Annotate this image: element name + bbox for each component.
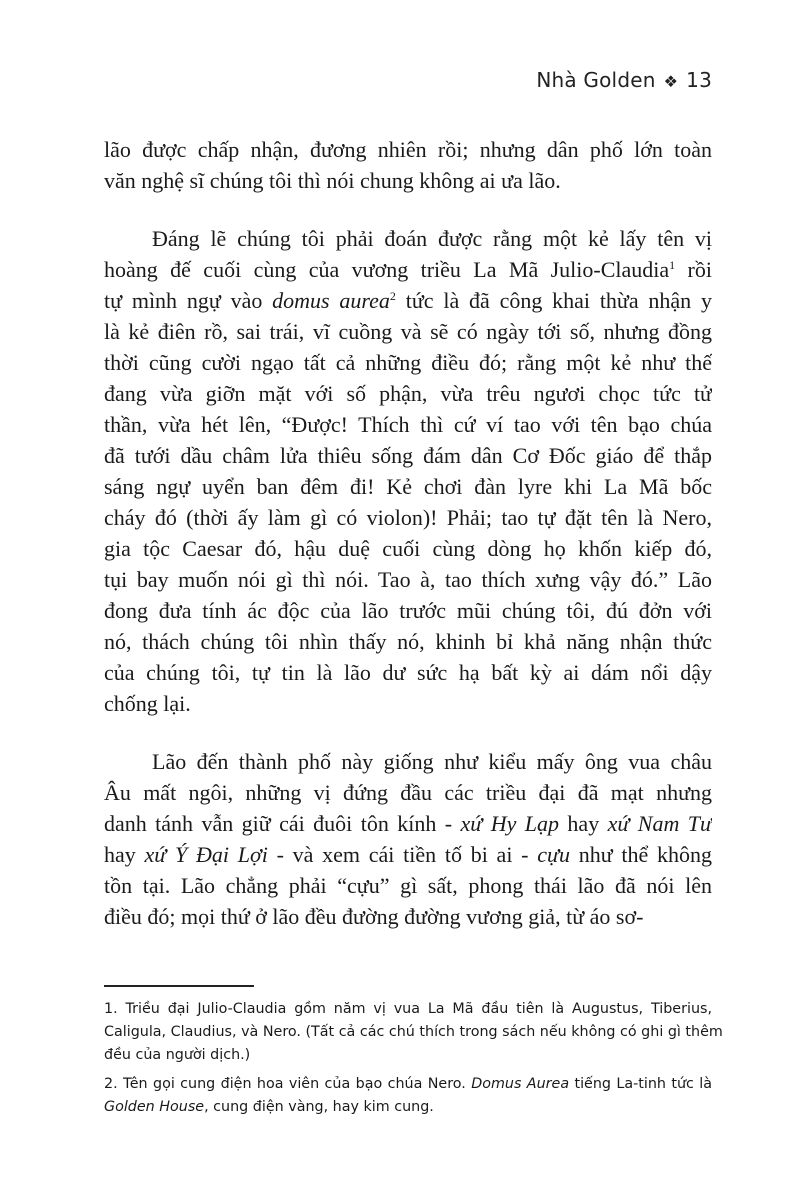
italic-text: xứ Nam Tư [607, 811, 712, 836]
text-run: hoàng đế cuối cùng của vương triều La Mã Julio-Claudia [104, 257, 670, 282]
text-run: Lão đến thành phố này giống như kiểu mấy ông vua châu [152, 749, 712, 774]
text-run: thần, vừa hét lên, “Được! Thích thì cứ ví tao với tên bạo chúa [104, 412, 712, 437]
footnote-line [104, 1096, 712, 1119]
paragraph-line [104, 657, 712, 688]
text-run: thời cũng cười ngạo tất cả những điều đó; rằng một kẻ như thế [104, 350, 712, 375]
text-run: văn nghệ sĩ chúng tôi thì nói chung không ai ưa lão. [104, 168, 561, 193]
text-run: tức là đã công khai thừa nhận y [395, 288, 712, 313]
paragraph-line [104, 347, 712, 378]
text-run: của chúng tôi, tự tin là lão dư sức hạ bất kỳ ai dám nổi dậy [104, 660, 712, 685]
paragraph-line [104, 746, 712, 777]
paragraph-line [104, 626, 712, 657]
text-run: tồn tại. Lão chẳng phải “cựu” gì sất, phong thái lão đã nói lên [104, 873, 712, 898]
text-run: tụi bay muốn nói gì thì nói. Tao à, tao thích xưng vậy đó.” Lão [104, 567, 712, 592]
italic-text: domus aurea [272, 288, 390, 313]
paragraph-line [104, 595, 712, 626]
text-run: đong đưa tính ác độc của lão trước mũi chúng tôi, đú đởn với [104, 598, 712, 623]
paragraph-line [104, 564, 712, 595]
paragraph-line [104, 901, 712, 932]
text-run: Đáng lẽ chúng tôi phải đoán được rằng một kẻ lấy tên vị [152, 226, 712, 251]
text-run: như thể không [570, 842, 712, 867]
text-run: chống lại. [104, 691, 191, 716]
paragraph-line [104, 471, 712, 502]
paragraph-line [104, 285, 712, 316]
paragraph-line [104, 165, 712, 196]
paragraph-line [104, 502, 712, 533]
text-run: cháy đó (thời ấy làm gì có violon)! Phải; tao tự đặt tên là Nero, [104, 505, 712, 530]
text-run: rồi [675, 257, 712, 282]
footnotes [104, 998, 723, 1119]
text-run: tiếng La-tinh tức là [569, 1076, 712, 1092]
paragraph-line [104, 839, 712, 870]
text-run: tự mình ngự vào [104, 288, 273, 313]
text-run: - và xem cái tiền tố bi ai - [267, 842, 538, 867]
text-run: đều của người dịch.) [104, 1047, 251, 1063]
italic-text: cựu [537, 842, 570, 867]
paragraph-line [104, 254, 712, 285]
text-run: nó, thách chúng tôi nhìn thấy nó, khinh bỉ khả năng nhận thức [104, 629, 712, 654]
paragraph-line [104, 808, 712, 839]
paragraph-line [104, 316, 712, 347]
paragraph-line [104, 440, 712, 471]
footnote-ref: 2 [389, 289, 396, 303]
text-run: là kẻ điên rồ, sai trái, vĩ cuồng và sẽ có ngày tới số, nhưng đồng [104, 319, 712, 344]
text-run: , cung điện vàng, hay kim cung. [204, 1099, 434, 1115]
paragraph-line [104, 777, 712, 808]
footnote-line [104, 1021, 723, 1044]
text-run: Caligula, Claudius, và Nero. (Tất cả các chú thích trong sách nếu không có ghi gì thêm [104, 1024, 723, 1040]
running-header [536, 68, 712, 92]
paragraph-line [104, 688, 712, 719]
italic-text: Domus Aurea [471, 1076, 570, 1092]
body-text [104, 134, 712, 932]
text-run: đang vừa giỡn mặt với số phận, vừa trêu ngươi chọc tức tử [104, 381, 712, 406]
paragraph-line [104, 134, 712, 165]
paragraph-line [104, 223, 712, 254]
paragraph-line [104, 378, 712, 409]
text-run: 2. Tên gọi cung điện hoa viên của bạo chúa Nero. [104, 1076, 472, 1092]
text-run: 1. Triều đại Julio-Claudia gồm năm vị vua La Mã đầu tiên là Augustus, Tiberius, [104, 1001, 712, 1017]
paragraph-line [104, 870, 712, 901]
text-run: sáng ngự uyển ban đêm đi! Kẻ chơi đàn lyre khi La Mã bốc [104, 474, 712, 499]
text-run: hay [104, 842, 145, 867]
italic-text: xứ Hy Lạp [460, 811, 560, 836]
page-number: 13 [686, 68, 712, 92]
paragraph-line [104, 533, 712, 564]
chapter-title: Nhà Golden [536, 68, 656, 92]
italic-text: xứ Ý Đại Lợi [144, 842, 268, 867]
italic-text: Golden House [104, 1099, 205, 1115]
text-run: danh tánh vẫn giữ cái đuôi tôn kính - [104, 811, 461, 836]
text-run: điều đó; mọi thứ ở lão đều đường đường vương giả, từ áo sơ- [104, 904, 644, 929]
footnote-line [104, 1073, 712, 1096]
text-run: gia tộc Caesar đó, hậu duệ cuối cùng dòng họ khốn kiếp đó, [104, 536, 712, 561]
ornament-icon: ❖ [663, 72, 679, 91]
paragraph-line [104, 409, 712, 440]
text-run: hay [559, 811, 608, 836]
footnote-ref: 1 [669, 258, 676, 272]
footnote-divider [104, 985, 254, 987]
text-run: lão được chấp nhận, đương nhiên rồi; nhưng dân phố lớn toàn [104, 137, 712, 162]
text-run: Âu mất ngôi, những vị đứng đầu các triều đại đã mạt nhưng [104, 780, 712, 805]
footnote-line [104, 1044, 712, 1067]
footnote-line [104, 998, 712, 1021]
text-run: đã tưới dầu châm lửa thiêu sống đám dân Cơ Đốc giáo để thắp [104, 443, 712, 468]
